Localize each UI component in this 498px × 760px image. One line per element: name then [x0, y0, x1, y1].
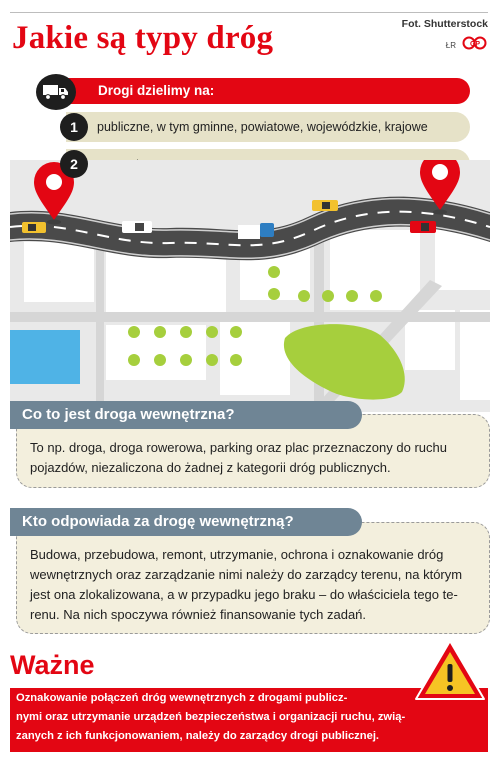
map-block [24, 242, 94, 302]
road-type-text-1: publiczne, w tym gminne, powiatowe, wojewódzkie, krajowe [97, 120, 428, 134]
important-line: Oznakowanie połączeń dróg wewnętrznych z drogami publicz- [16, 692, 348, 704]
responsibility-line: wewnętrznych oraz zarządzanie nimi należy do zarządcy terenu, na którym [30, 567, 463, 582]
logo-text: GP [469, 41, 481, 48]
car-red [410, 221, 436, 233]
car-white [122, 221, 152, 233]
map-street [96, 240, 104, 412]
responsibility-line: Budowa, przebudowa, remont, utrzymanie, ochrona i oznakowanie dróg [30, 547, 444, 562]
important-title: Ważne [10, 650, 95, 680]
warning-icon [413, 638, 487, 702]
page-title: Jakie są typy dróg [12, 20, 274, 56]
responsibility-text [30, 545, 462, 625]
car-yellow-left [22, 222, 46, 233]
definition-line: pojazdów, niezaliczona do żadnej z kategorii dróg publicznych. [30, 460, 391, 475]
publisher-logo [462, 36, 488, 50]
map-water [10, 330, 80, 384]
responsibility-line: jest ona zlokalizowana, a w przypadku jego braku – do właściciela tego te- [30, 587, 458, 602]
important-line: zanych z ich funkcjonowaniem, należy do zarządcy drogi publicznej. [16, 730, 380, 742]
responsibility-question: Kto odpowiada za drogę wewnętrzną? [22, 513, 294, 530]
car-yellow-right [312, 200, 338, 211]
map-block [460, 310, 490, 400]
road-map-illustration [10, 160, 490, 412]
truck-white-blue [238, 223, 274, 239]
definition-line: To np. droga, droga rowerowa, parking oraz plac przeznaczony do ruchu [30, 440, 447, 455]
road-type-number-1: 1 [60, 113, 88, 141]
author-initials: ŁR [445, 41, 456, 50]
definition-text [30, 438, 447, 478]
responsibility-line: renu. Na nich spoczywa również finansowanie tych zadań. [30, 607, 367, 622]
map-block [106, 252, 226, 312]
truck-icon [42, 83, 70, 101]
road-type-number-2: 2 [60, 150, 88, 178]
header-rule [10, 12, 488, 13]
types-heading: Drogi dzielimy na: [98, 83, 215, 98]
map-street [10, 312, 490, 322]
truck-icon-badge [36, 74, 76, 110]
important-line: nymi oraz utrzymanie urządzeń bezpieczeństwa i organizacji ruchu, zwią- [16, 711, 406, 723]
map-block [220, 315, 290, 395]
photo-credit: Fot. Shutterstock [401, 18, 488, 30]
definition-question: Co to jest droga wewnętrzna? [22, 406, 235, 423]
